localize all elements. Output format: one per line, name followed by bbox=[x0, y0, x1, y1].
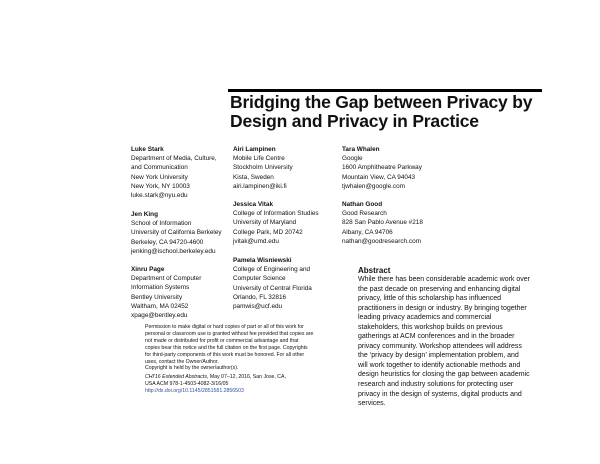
author-line: School of Information bbox=[131, 220, 192, 228]
author-name: Jessica Vitak bbox=[233, 201, 274, 208]
author-line: Stockholm University bbox=[233, 164, 293, 172]
author-name: Luke Stark bbox=[131, 146, 164, 153]
permission-notice bbox=[145, 324, 355, 372]
abstract-line: research and industry solutions for protecting user bbox=[358, 381, 514, 389]
author-email: luke.stark@nyu.edu bbox=[131, 192, 188, 200]
author-block bbox=[342, 145, 422, 191]
author-line: College of Engineering and bbox=[233, 266, 311, 274]
author-name: Airi Lampinen bbox=[233, 146, 276, 153]
permission-line: personal or classroom use is granted without fee provided that copies are bbox=[145, 330, 314, 337]
abstract-line: privacy in the design of systems, digital products and bbox=[358, 390, 522, 398]
permission-line: Permission to make digital or hard copies of part or all of this work for bbox=[145, 324, 304, 330]
doi-link[interactable]: http://dx.doi.org/10.1145/2851581.2856503 bbox=[145, 387, 244, 394]
abstract-line: leading privacy academics and commercial bbox=[358, 314, 492, 322]
author-line: Waltham, MA 02452 bbox=[131, 302, 189, 310]
citation-isbn: USA ACM 978-1-4503-4082-3/16/05 bbox=[145, 380, 229, 387]
author-line: Department of Computer bbox=[131, 275, 202, 283]
citation-venue-line bbox=[145, 374, 355, 381]
author-email: nathan@goodresearch.com bbox=[342, 237, 421, 245]
author-email: pamwis@ucf.edu bbox=[233, 303, 283, 311]
permission-line: for third-party components of this work must be honored. For all other bbox=[145, 351, 305, 358]
author-block bbox=[131, 265, 201, 320]
citation-date-place: , May 07–12, 2016, San Jose, CA, bbox=[206, 374, 286, 380]
author-line: Kista, Sweden bbox=[233, 173, 274, 181]
author-line: 828 San Pablo Avenue #218 bbox=[342, 219, 423, 227]
author-line: New York University bbox=[131, 173, 188, 181]
author-line: New York, NY 10003 bbox=[131, 182, 190, 190]
abstract-line: practitioners in design or industry. By bringing together bbox=[358, 304, 527, 312]
author-line: Albany, CA 94706 bbox=[342, 228, 393, 236]
citation-venue: CHI'16 Extended Abstracts bbox=[145, 374, 207, 380]
author-line: 1600 Amphitheatre Parkway bbox=[342, 164, 422, 172]
author-line: Mountain View, CA 94043 bbox=[342, 173, 416, 181]
abstract-line: the ‘privacy by design’ implementation problem, and bbox=[358, 352, 519, 360]
citation-block bbox=[145, 374, 355, 395]
abstract-body bbox=[358, 275, 578, 409]
author-block bbox=[131, 210, 222, 256]
author-email: tjwhalen@google.com bbox=[342, 182, 405, 190]
permission-line: uses, contact the Owner/Author. bbox=[145, 358, 219, 365]
author-name: Pamela Wisniewski bbox=[233, 257, 292, 264]
abstract-line: privacy, little of this scholarship has influenced bbox=[358, 295, 502, 303]
author-line: University of California Berkeley bbox=[131, 229, 222, 237]
author-line: and Communication bbox=[131, 164, 188, 172]
permission-line: not made or distributed for profit or commercial advantage and that bbox=[145, 337, 299, 344]
abstract-line: will work together to identify actionable methods and bbox=[358, 361, 521, 369]
author-name: Xinru Page bbox=[131, 266, 165, 273]
author-line: College of Information Studies bbox=[233, 210, 319, 218]
author-line: College Park, MD 20742 bbox=[233, 228, 303, 236]
author-block bbox=[131, 145, 217, 200]
author-block bbox=[233, 145, 293, 191]
author-line: Good Research bbox=[342, 210, 387, 218]
abstract-heading: Abstract bbox=[358, 266, 391, 275]
author-line: Information Systems bbox=[131, 284, 190, 292]
abstract-line: privacy community. Workshop attendees will address bbox=[358, 342, 522, 350]
author-line: Mobile Life Centre bbox=[233, 155, 285, 163]
title-line: Bridging the Gap between Privacy by bbox=[230, 92, 533, 112]
abstract-line: design heuristics for closing the gap between academic bbox=[358, 371, 530, 379]
author-email: xpage@bentley.edu bbox=[131, 312, 188, 320]
author-line: Orlando, FL 32816 bbox=[233, 293, 287, 301]
author-line: Berkeley, CA 94720-4600 bbox=[131, 238, 204, 246]
author-line: Computer Science bbox=[233, 275, 286, 283]
abstract-line: services. bbox=[358, 400, 386, 408]
author-email: jvitak@umd.edu bbox=[233, 237, 279, 245]
author-name: Jen King bbox=[131, 211, 158, 218]
abstract-line: the past decade on preserving and enhancing digital bbox=[358, 285, 521, 293]
copyright-line: Copyright is held by the owner/author(s). bbox=[145, 365, 239, 372]
abstract-line: While there has been considerable academic work over bbox=[358, 276, 530, 283]
author-line: University of Maryland bbox=[233, 219, 297, 227]
author-block bbox=[233, 256, 312, 311]
author-line: Google bbox=[342, 155, 363, 163]
title-line: Design and Privacy in Practice bbox=[230, 111, 479, 131]
author-email: airi.lampinen@iki.fi bbox=[233, 182, 287, 190]
author-line: University of Central Florida bbox=[233, 284, 312, 292]
author-line: Bentley University bbox=[131, 293, 183, 301]
permission-line: copies bear this notice and the full citation on the first page. Copyrights bbox=[145, 344, 308, 351]
author-block bbox=[342, 200, 423, 246]
author-line: Department of Media, Culture, bbox=[131, 155, 217, 163]
paper-title bbox=[230, 93, 560, 131]
author-name: Nathan Good bbox=[342, 201, 383, 208]
author-block bbox=[233, 200, 319, 246]
abstract-line: gatherings at ACM conferences and in the broader bbox=[358, 333, 515, 341]
author-name: Tara Whalen bbox=[342, 146, 380, 153]
abstract-line: stakeholders, this workshop builds on previous bbox=[358, 323, 503, 331]
author-email: jenking@ischool.berkeley.edu bbox=[131, 247, 216, 255]
